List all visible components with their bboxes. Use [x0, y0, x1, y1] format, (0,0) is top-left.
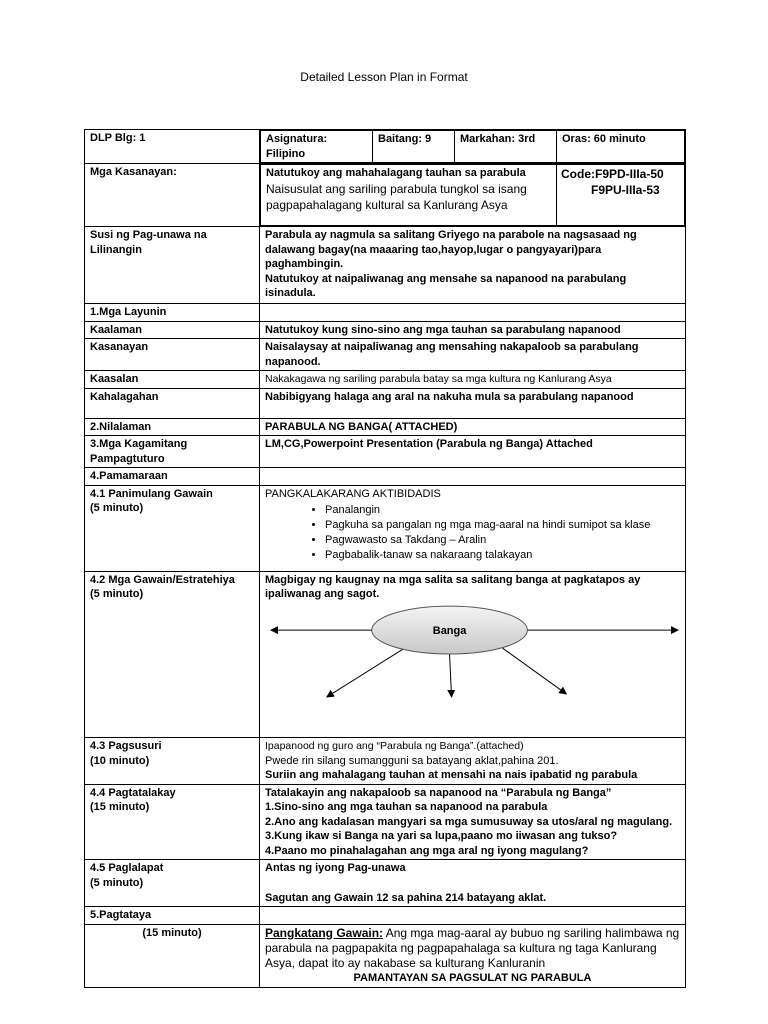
gawain-row: [85, 571, 686, 738]
kasanayan2-label: Kasanayan: [85, 339, 260, 371]
gawain-time: (5 minuto): [90, 588, 144, 600]
list-item: • Panalangin: [325, 503, 680, 518]
nilalaman-value: PARABULA NG BANGA( ATTACHED): [260, 418, 686, 436]
kaasalan-label: Kaasalan: [85, 371, 260, 389]
panimula-list: [265, 503, 680, 563]
paglalapat-line2: Sagutan ang Gawain 12 sa pahina 214 batayang aklat.: [265, 891, 547, 904]
panimula-heading: PANGKALAKARANG AKTIBIDADIS: [265, 487, 441, 500]
susi-p2: Natutukoy at naipaliwanag ang mensahe sa napanood na parabulang isinadula.: [265, 272, 627, 299]
pagtataya-row: [85, 907, 686, 925]
kahalagahan-row: [85, 388, 686, 418]
paglalapat-line1: Antas ng iyong Pag-unawa: [265, 862, 406, 874]
pagtatalakay-line5: 4.Paano mo pinahalagahan ang mga aral ng iyong magulang?: [265, 844, 589, 857]
pagtatalakay-time: (15 minuto): [90, 801, 150, 813]
kasanayan-label: Mga Kasanayan:: [85, 164, 260, 227]
kaasalan-row: [85, 371, 686, 389]
pagtatalakay-line4: 3.Kung ikaw si Banga na yari sa lupa,paano mo iiwasan ang tukso?: [265, 830, 618, 842]
gawain-label: 4.2 Mga Gawain/Estratehiya: [90, 573, 235, 586]
pagtataya-text: Ang mga mag-aaral ay bubuo ng sariling halimbawa ng parabula na pagpapakita ng pagpapahalaga sa kultura ng taga Kanlurang Asya, dapat ito ay nakabase sa kulturang Kanluranin: [265, 925, 680, 970]
code-2: F9PU-IIIa-53: [591, 183, 660, 197]
kasanayan-line1: Natutukoy ang mahahalagang tauhan sa parabula: [266, 167, 526, 179]
document-title: Detailed Lesson Plan in Format: [300, 70, 468, 84]
pamamaraan-label: 4.Pamamaraan: [85, 468, 260, 486]
list-item: • Pagwawasto sa Takdang – Aralin: [325, 533, 680, 548]
pagsusuri-line2: Pwede rin silang sumangguni sa batayang aklat,pahina 201.: [265, 754, 559, 767]
kagamitan-value: LM,CG,Powerpoint Presentation (Parabula ng Banga) Attached: [260, 436, 686, 468]
pamamaraan-row: [85, 468, 686, 486]
baitang-cell: Baitang: 9: [373, 131, 455, 163]
code-1: Code:F9PD-IIIa-50: [561, 167, 664, 181]
header-inner-table: [260, 130, 685, 163]
panimula-row: [85, 485, 686, 571]
susi-p1: Parabula ay nagmula sa salitang Griyego na parabole na nagsasaad ng dalawang bagay(na maaaring tao,hayop,lugar o pangyayari)para paghambingin.: [265, 229, 637, 270]
list-item: • Pagbabalik-tanaw sa nakaraang talakayan: [325, 548, 680, 563]
arrow-down: [450, 654, 452, 697]
kasanayan2-value: Naisalaysay at naipaliwanag ang mensahing nakapaloob sa parabulang napanood.: [260, 339, 686, 371]
list-item: • Pagkuha sa pangalan ng mga mag-aaral na hindi sumipot sa klase: [325, 518, 680, 533]
pagsusuri-row: [85, 738, 686, 785]
kaalaman-label: Kaalaman: [85, 321, 260, 339]
paglalapat-time: (5 minuto): [90, 876, 144, 889]
layunin-label: 1.Mga Layunin: [85, 304, 260, 322]
kaalaman-row: [85, 321, 686, 339]
header-row: [85, 130, 686, 164]
pagsusuri-time: (10 minuto): [90, 754, 150, 767]
kasanayan2-row: [85, 339, 686, 371]
lesson-plan-table: [84, 129, 686, 988]
pagtatalakay-line2: 1.Sino-sino ang mga tauhan sa napanood na parabula: [265, 801, 548, 813]
markahan-cell: Markahan: 3rd: [455, 131, 557, 163]
pangkatang-label: Pangkatang Gawain:: [265, 925, 384, 940]
panimula-time: (5 minuto): [90, 502, 144, 514]
dlp-cell: DLP Blg: 1: [85, 130, 260, 164]
pagsusuri-line1: Ipapanood ng guro ang “Parabula ng Banga”.(attached): [265, 740, 524, 752]
oras-cell: Oras: 60 minuto: [557, 131, 685, 163]
kahalagahan-label: Kahalagahan: [85, 388, 260, 418]
kasanayan-line2: Naisusulat ang sariling parabula tungkol sa isang pagpapahalagang kultural sa Kanlurang Asya: [266, 181, 527, 212]
kaasalan-value: Nakakagawa ng sariling parabula batay sa mga kultura ng Kanlurang Asya: [260, 371, 686, 389]
susi-row: [85, 227, 686, 304]
panimula-label: 4.1 Panimulang Gawain: [90, 487, 213, 500]
pamantayan-heading: PAMANTAYAN SA PAGSULAT NG PARABULA: [353, 971, 592, 984]
pagtatalakay-line1: Tatalakayin ang nakapaloob sa napanood na “Parabula ng Banga”: [265, 786, 612, 799]
paglalapat-label: 4.5 Paglalapat: [90, 862, 164, 874]
nilalaman-label: 2.Nilalaman: [85, 418, 260, 436]
pagtatalakay-line3: 2.Ano ang kadalasan mangyari sa mga sumusuway sa utos/aral ng magulang.: [265, 815, 673, 828]
arrow-down-right: [502, 648, 566, 694]
banga-diagram: [265, 602, 680, 732]
pagsusuri-label: 4.3 Pagsusuri: [90, 740, 162, 752]
susi-label: Susi ng Pag-unawa na Lilinangin: [85, 227, 260, 304]
kagamitan-row: [85, 436, 686, 468]
kahalagahan-value: Nabibigyang halaga ang aral na nakuha mula sa parabulang napanood: [260, 388, 686, 418]
pagtataya-time: (15 minuto): [85, 924, 260, 987]
asignatura-cell: Asignatura: Filipino: [261, 131, 373, 163]
layunin-row: [85, 304, 686, 322]
pagtatalakay-row: [85, 784, 686, 860]
gawain-text: Magbigay ng kaugnay na mga salita sa salitang banga at pagkatapos ay ipaliwanag ang sagot.: [265, 573, 641, 600]
kaalaman-value: Natutukoy kung sino-sino ang mga tauhan sa parabulang napanood: [260, 321, 686, 339]
kasanayan-row: [85, 164, 686, 227]
pagtatalakay-label: 4.4 Pagtatalakay: [90, 786, 176, 799]
nilalaman-row: [85, 418, 686, 436]
pagtataya-content-row: [85, 924, 686, 987]
arrow-down-left: [327, 648, 405, 697]
pagtataya-label: 5.Pagtataya: [85, 907, 260, 925]
pagsusuri-line3: Suriin ang mahalagang tauhan at mensahi na nais ipabatid ng parabula: [265, 769, 638, 781]
kagamitan-label: 3.Mga Kagamitang Pampagtuturo: [85, 436, 260, 468]
paglalapat-row: [85, 860, 686, 907]
banga-label: Banga: [432, 624, 467, 637]
